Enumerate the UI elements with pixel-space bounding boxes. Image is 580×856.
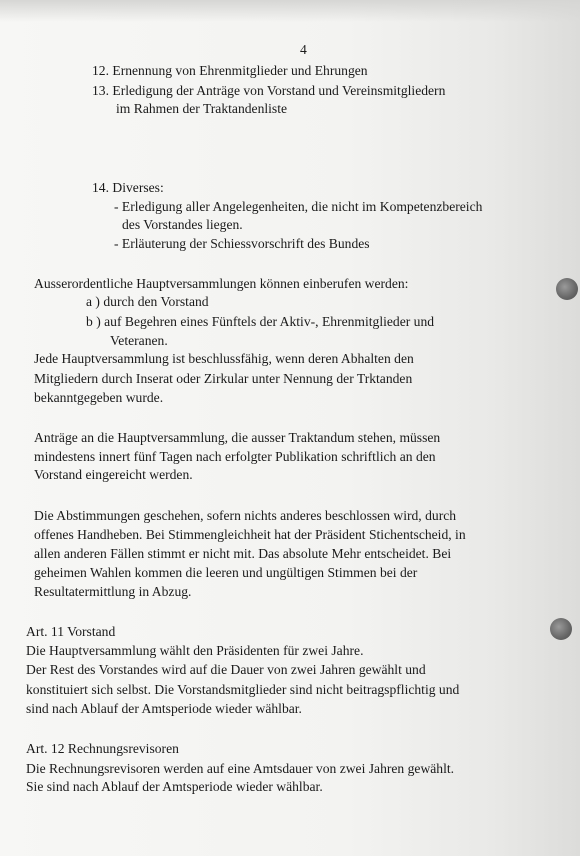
motions-line-1: Anträge an die Hauptversammlung, die ausser Traktandum stehen, müssen (34, 430, 441, 445)
quorum-line-1: Jede Hauptversammlung ist beschlussfähig, wenn deren Abhalten den (34, 351, 414, 366)
voting-line-5: Resultatermittlung in Abzug. (34, 584, 192, 599)
voting-line-2: offenes Handheben. Bei Stimmengleichheit hat der Präsident Stichentscheid, in (34, 527, 466, 542)
voting-line-4: geheimen Wahlen kommen die leeren und ungültigen Stimmen bei der (34, 565, 418, 580)
agenda-item-14-bullet-b: - Erläuterung der Schiessvorschrift des Bundes (114, 236, 370, 251)
punch-hole (556, 278, 578, 300)
extraordinary-intro: Ausserordentliche Hauptversammlungen können einberufen werden: (34, 276, 409, 291)
extraordinary-option-a: a ) durch den Vorstand (86, 294, 209, 309)
punch-hole (550, 618, 572, 640)
article-12-line-1: Die Rechnungsrevisoren werden auf eine Amtsdauer von zwei Jahren gewählt. (26, 761, 455, 776)
agenda-item-13: 13. Erledigung der Anträge von Vorstand und Vereinsmitgliedern (92, 83, 446, 98)
extraordinary-option-b: b ) auf Begehren eines Fünftels der Aktiv-, Ehrenmitglieder und (86, 314, 435, 329)
article-11-line-3: konstituiert sich selbst. Die Vorstandsmitglieder sind nicht beitragspflichtig und (26, 682, 460, 697)
article-11-line-2: Der Rest des Vorstandes wird auf die Dauer von zwei Jahren gewählt und (26, 662, 426, 677)
agenda-item-14: 14. Diverses: (92, 180, 164, 195)
quorum-line-3: bekanntgegeben wurde. (34, 390, 164, 405)
agenda-item-14-bullet-a: - Erledigung aller Angelegenheiten, die nicht im Kompetenzbereich (114, 199, 483, 214)
article-12-line-2: Sie sind nach Ablauf der Amtsperiode wieder wählbar. (26, 779, 323, 794)
article-11-line-4: sind nach Ablauf der Amtsperiode wieder wählbar. (26, 701, 302, 716)
extraordinary-option-b-cont: Veteranen. (110, 333, 168, 348)
agenda-item-13-continuation: im Rahmen der Traktandenliste (116, 101, 288, 116)
quorum-line-2: Mitgliedern durch Inserat oder Zirkular unter Nennung der Trktanden (34, 371, 413, 386)
agenda-item-14-bullet-a-cont: des Vorstandes liegen. (122, 217, 243, 232)
page-number: 4 (300, 42, 307, 57)
article-11-line-1: Die Hauptversammlung wählt den Präsidenten für zwei Jahre. (26, 643, 364, 658)
motions-line-2: mindestens innert fünf Tagen nach erfolgter Publikation schriftlich an den (34, 449, 436, 464)
agenda-item-12: 12. Ernennung von Ehrenmitglieder und Ehrungen (92, 63, 368, 78)
voting-line-3: allen anderen Fällen stimmt er nicht mit. Das absolute Mehr entscheidet. Bei (34, 546, 452, 561)
scan-shadow (0, 0, 580, 22)
article-12-heading: Art. 12 Rechnungsrevisoren (26, 741, 179, 756)
article-11-heading: Art. 11 Vorstand (26, 624, 116, 639)
voting-line-1: Die Abstimmungen geschehen, sofern nichts anderes beschlossen wird, durch (34, 508, 457, 523)
motions-line-3: Vorstand eingereicht werden. (34, 467, 193, 482)
